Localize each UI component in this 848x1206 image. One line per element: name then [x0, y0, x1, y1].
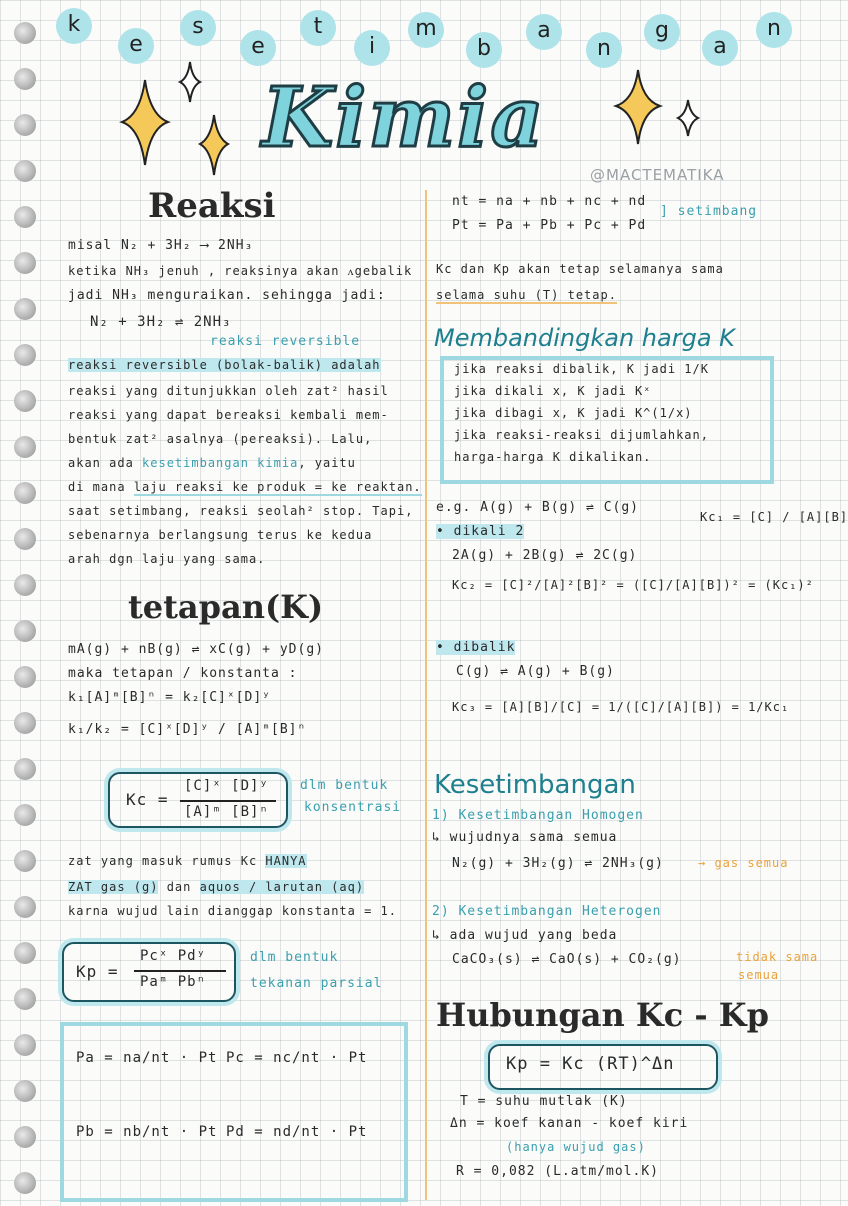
title-letter: e — [118, 28, 154, 64]
text-line: arah dgn laju yang sama. — [68, 552, 266, 566]
kc-denominator: [A]ᵐ [B]ⁿ — [184, 804, 269, 820]
equation: CaCO₃(s) ⇌ CaO(s) + CO₂(g) — [452, 952, 682, 967]
binder-ring — [14, 574, 36, 596]
binder-ring — [14, 1034, 36, 1056]
binder-ring — [14, 22, 36, 44]
rule-line: jika dikali x, K jadi Kˣ — [454, 384, 652, 398]
watermark: @MACTEMATIKA — [590, 166, 725, 184]
rule-line: jika reaksi-reaksi dijumlahkan, — [454, 428, 709, 442]
kp-note: dlm bentuk — [250, 950, 339, 965]
text-line: karna wujud lain dianggap konstanta = 1. — [68, 904, 397, 918]
partial-pressure-box — [60, 1022, 408, 1202]
rule-line: jika dibagi x, K jadi K^(1/x) — [454, 406, 693, 420]
subheading-homogen: 1) Kesetimbangan Homogen — [432, 808, 644, 823]
text-part: zat yang masuk rumus Kc — [68, 854, 266, 868]
binder-ring — [14, 482, 36, 504]
binder-ring — [14, 896, 36, 918]
equation: N₂(g) + 3H₂(g) ⇌ 2NH₃(g) — [452, 856, 664, 871]
text-line: ↳ ada wujud yang beda — [432, 928, 618, 943]
text-line: bentuk zat² asalnya (pereaksi). Lalu, — [68, 432, 373, 446]
heading-reaksi: Reaksi — [148, 186, 276, 226]
kc1-formula: Kc₁ = [C] / [A][B] — [700, 510, 848, 524]
kc-numerator: [C]ˣ [D]ʸ — [184, 778, 269, 794]
text-keyword: ZAT gas (g) — [68, 880, 159, 894]
title-letter: s — [180, 10, 216, 46]
binder-ring — [14, 712, 36, 734]
text-keyword: HANYA — [265, 854, 307, 868]
sparkle-icons-left — [110, 60, 230, 190]
equation: N₂ + 3H₂ ⇌ 2NH₃ — [90, 314, 232, 330]
binder-ring — [14, 942, 36, 964]
title-letter: m — [408, 12, 444, 48]
note-gas-semua: → gas semua — [698, 856, 789, 870]
title-letter: n — [586, 32, 622, 68]
text-line: misal N₂ + 3H₂ ⟶ 2NH₃ — [68, 238, 254, 253]
text-line: ↳ wujudnya sama semua — [432, 830, 618, 845]
bullet-dibalik: • dibalik — [436, 640, 516, 655]
title-letter: t — [300, 10, 336, 46]
text-line: selama suhu (T) tetap. — [436, 288, 617, 302]
text-line: reaksi yang dapat bereaksi kembali mem- — [68, 408, 389, 422]
text-keyword: aquos / larutan (aq) — [199, 880, 365, 894]
text-line: T = suhu mutlak (K) — [460, 1094, 628, 1109]
text-line: jadi NH₃ menguraikan. sehingga jadi: — [68, 288, 386, 303]
text-part: di mana — [68, 480, 134, 494]
title-letter: k — [56, 8, 92, 44]
title-letter: n — [756, 12, 792, 48]
main-title: Kimia — [262, 70, 546, 166]
binder-ring — [14, 344, 36, 366]
binder-ring — [14, 988, 36, 1010]
title-letter: i — [354, 30, 390, 66]
formula-pa: Pa = na/nt · Pt — [76, 1050, 218, 1066]
sparkle-icons-right — [600, 62, 710, 162]
text-line: Kc dan Kp akan tetap selamanya sama — [436, 262, 724, 276]
kp-denominator: Paᵐ Pbⁿ — [140, 974, 207, 990]
subheading-heterogen: 2) Kesetimbangan Heterogen — [432, 904, 662, 919]
text-line: mA(g) + nB(g) ⇌ xC(g) + yD(g) — [68, 642, 324, 657]
formula-nt: nt = na + nb + nc + nd — [452, 194, 647, 209]
fraction-bar — [134, 970, 226, 972]
kc-lhs: Kc = — [126, 790, 169, 809]
example-line: 2A(g) + 2B(g) ⇌ 2C(g) — [452, 548, 638, 563]
kp-lhs: Kp = — [76, 962, 119, 981]
text-line: sebenarnya berlangsung terus ke kedua — [68, 528, 373, 542]
binder-ring — [14, 68, 36, 90]
title-letter: g — [644, 14, 680, 50]
title-letter: b — [466, 32, 502, 68]
bullet-dikali: • dikali 2 — [436, 524, 525, 539]
binder-ring — [14, 436, 36, 458]
column-divider — [425, 190, 427, 1200]
setimbang-note: ] setimbang — [660, 204, 758, 219]
binder-ring — [14, 850, 36, 872]
kp-note: tekanan parsial — [250, 976, 383, 991]
kc3-formula: Kc₃ = [A][B]/[C] = 1/([C]/[A][B]) = 1/Kc₁ — [452, 700, 790, 714]
example-line: C(g) ⇌ A(g) + B(g) — [456, 664, 615, 679]
text-keyword: kesetimbangan kimia — [142, 456, 299, 470]
binder-ring — [14, 804, 36, 826]
heading-membandingkan: Membandingkan harga K — [434, 324, 735, 352]
text-line: reaksi yang ditunjukkan oleh zat² hasil — [68, 384, 389, 398]
binder-ring — [14, 1080, 36, 1102]
binder-ring — [14, 1126, 36, 1148]
heading-kesetimbangan: Kesetimbangan — [434, 770, 636, 800]
fraction-bar — [180, 800, 276, 802]
binder-ring — [14, 298, 36, 320]
binder-ring — [14, 160, 36, 182]
text-part: akan ada — [68, 456, 143, 470]
binder-ring — [14, 390, 36, 412]
binder-ring — [14, 666, 36, 688]
note-gas: (hanya wujud gas) — [506, 1140, 646, 1154]
binder-ring — [14, 1172, 36, 1194]
kc-note: konsentrasi — [304, 800, 402, 815]
binder-ring — [14, 206, 36, 228]
text-line: k₁[A]ᵐ[B]ⁿ = k₂[C]ˣ[D]ʸ — [68, 690, 272, 705]
kp-numerator: Pcˣ Pdʸ — [140, 948, 207, 964]
text-line: ketika NH₃ jenuh , reaksinya akan ᴧgebalik — [68, 264, 413, 278]
binder-ring — [14, 758, 36, 780]
heading-hubungan: Hubungan Kc - Kp — [436, 996, 769, 1034]
note-reversible: reaksi reversible — [210, 334, 361, 349]
text-line: R = 0,082 (L.atm/mol.K) — [456, 1164, 660, 1179]
title-letter: a — [702, 30, 738, 66]
binder-ring — [14, 528, 36, 550]
text-part: , yaitu — [298, 456, 356, 470]
text-keyword: laju reaksi ke produk = ke reaktan. — [133, 480, 422, 494]
note-tidak-sama: tidak sama — [736, 950, 819, 964]
text-line: maka tetapan / konstanta : — [68, 666, 298, 681]
formula-pd: Pd = nd/nt · Pt — [226, 1124, 368, 1140]
text-line: Δn = koef kanan - koef kiri — [450, 1116, 689, 1131]
binder-ring — [14, 114, 36, 136]
title-letter: a — [526, 14, 562, 50]
text-line: k₁/k₂ = [C]ˣ[D]ʸ / [A]ᵐ[B]ⁿ — [68, 722, 307, 737]
text-line: reaksi reversible (bolak-balik) adalah — [68, 358, 381, 372]
example-line: e.g. A(g) + B(g) ⇌ C(g) — [436, 500, 640, 515]
title-letter: e — [240, 30, 276, 66]
text-line: saat setimbang, reaksi seolah² stop. Tapi, — [68, 504, 414, 518]
binder-ring — [14, 252, 36, 274]
kp-kc-formula: Kp = Kc (RT)^Δn — [506, 1054, 675, 1074]
formula-pc: Pc = nc/nt · Pt — [226, 1050, 368, 1066]
formula-pb: Pb = nb/nt · Pt — [76, 1124, 218, 1140]
formula-pt: Pt = Pa + Pb + Pc + Pd — [452, 218, 647, 233]
note-semua: semua — [738, 968, 780, 982]
binder-ring — [14, 620, 36, 642]
rule-line: jika reaksi dibalik, K jadi 1/K — [454, 362, 709, 376]
rule-line: harga-harga K dikalikan. — [454, 450, 652, 464]
kc-note: dlm bentuk — [300, 778, 389, 793]
kc2-formula: Kc₂ = [C]²/[A]²[B]² = ([C]/[A][B])² = (Kc₁)² — [452, 578, 814, 592]
text-part: dan — [158, 880, 200, 894]
heading-tetapan: tetapan(K) — [128, 588, 324, 626]
